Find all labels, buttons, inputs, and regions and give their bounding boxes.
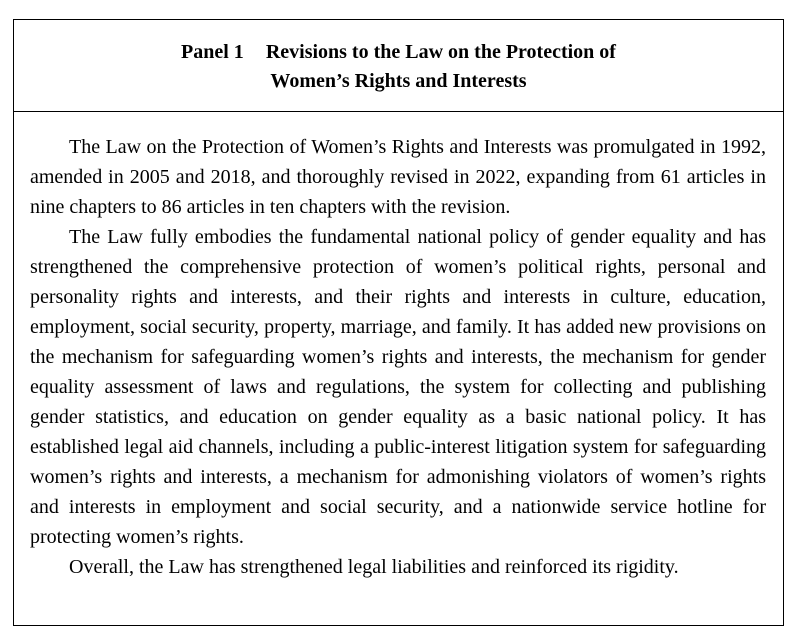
paragraph-1: The Law on the Protection of Women’s Rights and Interests was promulgated in 1992, amended in 2005 and 2018, and thoroughly revised in 2022, expanding from 61 articles in nine chapters to 86 articles in ten chapters with the revision. <box>30 136 766 218</box>
panel-title-line-2: Women’s Rights and Interests <box>270 70 527 92</box>
panel-title-text: Revisions to the Law on the Protection of <box>265 41 616 63</box>
paragraph-3: Overall, the Law has strengthened legal liabilities and reinforced its rigidity. <box>69 556 679 578</box>
paragraph-2: The Law fully embodies the fundamental national policy of gender equality and has strengthened the comprehensive protection of women’s political rights, personal and personality rights and interests, and their rights and interests in culture, education, employment, social security, property, marriage, and family. It has added new provisions on the mechanism for safeguarding women’s rights and interests, the mechanism for gender equality assessment of laws and regulations, the system for collecting and publishing gender statistics, and education on gender equality as a basic national policy. It has established legal aid channels, including a public-interest litigation system for safeguarding women’s rights and interests, a mechanism for admonishing violators of women’s rights and interests in employment and social security, and a nationwide service hotline for protecting women’s rights. <box>30 226 766 548</box>
panel-header <box>14 20 783 112</box>
panel-title-line-1 <box>14 38 783 67</box>
panel-body <box>30 132 766 582</box>
panel-label: Panel 1 <box>181 41 244 63</box>
panel-box <box>13 19 784 626</box>
